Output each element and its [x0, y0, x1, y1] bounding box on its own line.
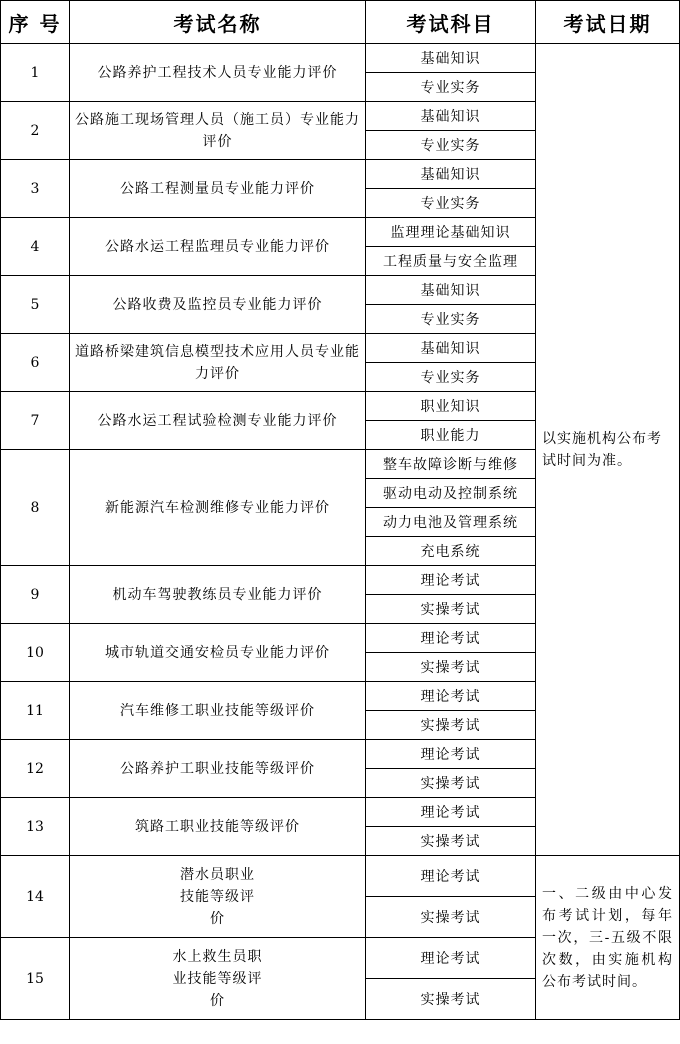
- exam-subject: 理论考试: [366, 624, 536, 653]
- exam-name: 公路水运工程试验检测专业能力评价: [70, 392, 366, 450]
- exam-name: 公路养护工职业技能等级评价: [70, 740, 366, 798]
- exam-subject: 职业能力: [366, 421, 536, 450]
- exam-subject: 充电系统: [366, 537, 536, 566]
- row-number: 2: [1, 102, 70, 160]
- exam-subject: 实操考试: [366, 827, 536, 856]
- exam-name: 筑路工职业技能等级评价: [70, 798, 366, 856]
- exam-subject: 监理理论基础知识: [366, 218, 536, 247]
- exam-subject: 工程质量与安全监理: [366, 247, 536, 276]
- row-number: 1: [1, 44, 70, 102]
- row-number: 3: [1, 160, 70, 218]
- row-number: 13: [1, 798, 70, 856]
- header-no: 序 号: [1, 1, 70, 44]
- exam-subject: 理论考试: [366, 682, 536, 711]
- row-number: 12: [1, 740, 70, 798]
- exam-subject: 专业实务: [366, 131, 536, 160]
- exam-name: 公路工程测量员专业能力评价: [70, 160, 366, 218]
- exam-name: 机动车驾驶教练员专业能力评价: [70, 566, 366, 624]
- row-number: 5: [1, 276, 70, 334]
- header-date: 考试日期: [536, 1, 680, 44]
- row-number: 9: [1, 566, 70, 624]
- header-name: 考试名称: [70, 1, 366, 44]
- exam-name: 城市轨道交通安检员专业能力评价: [70, 624, 366, 682]
- exam-name: 公路水运工程监理员专业能力评价: [70, 218, 366, 276]
- exam-subject: 理论考试: [366, 798, 536, 827]
- exam-subject: 基础知识: [366, 44, 536, 73]
- exam-subject: 实操考试: [366, 595, 536, 624]
- exam-subject: 专业实务: [366, 363, 536, 392]
- exam-subject: 基础知识: [366, 276, 536, 305]
- exam-name: 公路收费及监控员专业能力评价: [70, 276, 366, 334]
- exam-subject: 基础知识: [366, 102, 536, 131]
- exam-name: 汽车维修工职业技能等级评价: [70, 682, 366, 740]
- exam-subject: 理论考试: [366, 938, 536, 979]
- exam-name: 水上救生员职业技能等级评价: [70, 938, 366, 1020]
- row-number: 7: [1, 392, 70, 450]
- exam-subject: 实操考试: [366, 897, 536, 938]
- header-row: [1, 1, 680, 44]
- exam-name: 公路施工现场管理人员（施工员）专业能力评价: [70, 102, 366, 160]
- exam-name: 公路养护工程技术人员专业能力评价: [70, 44, 366, 102]
- exam-name: 新能源汽车检测维修专业能力评价: [70, 450, 366, 566]
- exam-subject: 专业实务: [366, 189, 536, 218]
- exam-subject: 专业实务: [366, 305, 536, 334]
- exam-subject: 整车故障诊断与维修: [366, 450, 536, 479]
- exam-subject: 理论考试: [366, 856, 536, 897]
- exam-subject: 实操考试: [366, 653, 536, 682]
- row-number: 11: [1, 682, 70, 740]
- row-number: 10: [1, 624, 70, 682]
- table-row: [1, 44, 680, 73]
- exam-subject: 实操考试: [366, 769, 536, 798]
- exam-subject: 职业知识: [366, 392, 536, 421]
- exam-subject: 理论考试: [366, 566, 536, 595]
- exam-subject: 专业实务: [366, 73, 536, 102]
- row-number: 15: [1, 938, 70, 1020]
- exam-subject: 基础知识: [366, 160, 536, 189]
- exam-date-note: 一、二级由中心发布考试计划，每年一次，三-五级不限次数，由实施机构公布考试时间。: [536, 856, 680, 1020]
- row-number: 6: [1, 334, 70, 392]
- table-row: [1, 856, 680, 897]
- header-subject: 考试科目: [366, 1, 536, 44]
- exam-subject: 驱动电动及控制系统: [366, 479, 536, 508]
- exam-subject: 理论考试: [366, 740, 536, 769]
- row-number: 14: [1, 856, 70, 938]
- row-number: 8: [1, 450, 70, 566]
- exam-subject: 动力电池及管理系统: [366, 508, 536, 537]
- exam-subject: 实操考试: [366, 979, 536, 1020]
- exam-subject: 实操考试: [366, 711, 536, 740]
- exam-name: 潜水员职业技能等级评价: [70, 856, 366, 938]
- exam-date-note: 以实施机构公布考试时间为准。: [536, 44, 680, 856]
- exam-subject: 基础知识: [366, 334, 536, 363]
- exam-name: 道路桥梁建筑信息模型技术应用人员专业能力评价: [70, 334, 366, 392]
- row-number: 4: [1, 218, 70, 276]
